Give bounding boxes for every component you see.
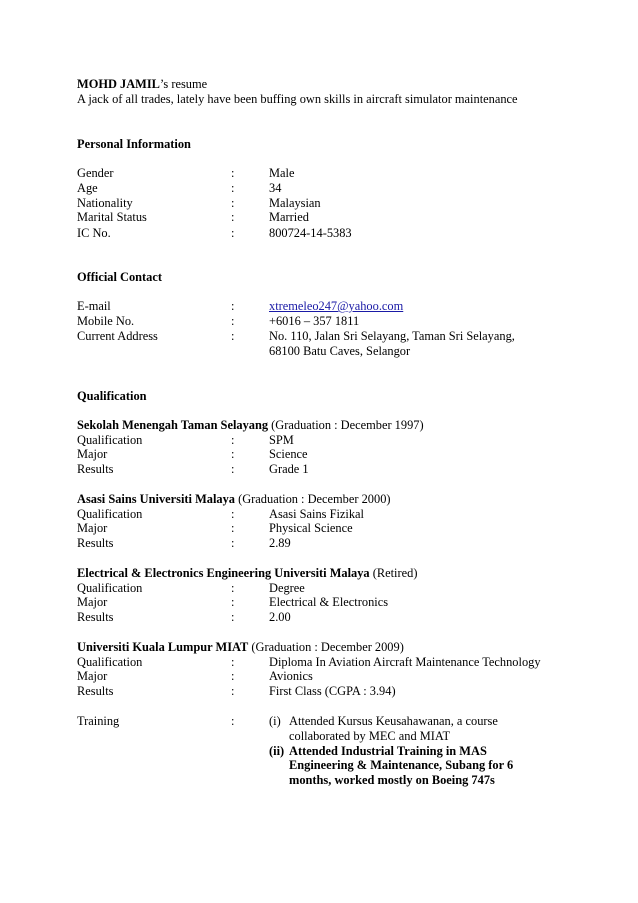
contact-row-mobile xyxy=(77,314,597,329)
contact-row-email xyxy=(77,299,597,314)
school-name: Sekolah Menengah Taman Selayang xyxy=(77,418,269,432)
school-heading xyxy=(77,566,417,581)
field-value: Malaysian xyxy=(269,196,321,210)
resume-tagline: A jack of all trades, lately have been buffing own skills in aircraft simulator maintenance xyxy=(77,92,518,106)
colon-separator: : xyxy=(231,507,235,521)
results-row xyxy=(77,684,597,699)
training-item-number: (ii) xyxy=(269,744,285,758)
field-value: Degree xyxy=(269,581,305,595)
school-name: Electrical & Electronics Engineering Universiti Malaya xyxy=(77,566,370,580)
resume-title xyxy=(77,77,207,92)
colon-separator: : xyxy=(231,684,235,698)
results-row xyxy=(77,610,597,625)
contact-heading: Official Contact xyxy=(77,270,162,284)
training-item-text: Attended Industrial Training in MAS xyxy=(289,744,487,758)
training-item-text: Attended Kursus Keusahawanan, a course xyxy=(289,714,498,728)
colon-separator: : xyxy=(231,447,235,461)
field-value: SPM xyxy=(269,433,294,447)
field-value: Married xyxy=(269,210,309,224)
field-label: Gender xyxy=(77,166,114,180)
colon-separator: : xyxy=(231,314,235,328)
school-name: Asasi Sains Universiti Malaya xyxy=(77,492,235,506)
colon-separator: : xyxy=(231,196,235,210)
field-value: +6016 – 357 1811 xyxy=(269,314,360,328)
colon-separator: : xyxy=(231,595,235,609)
field-label: Results xyxy=(77,536,114,550)
training-item xyxy=(269,714,569,729)
field-value: No. 110, Jalan Sri Selayang, Taman Sri Selayang, xyxy=(269,329,515,343)
qualification-row xyxy=(77,507,597,522)
colon-separator: : xyxy=(231,329,235,343)
field-label: Major xyxy=(77,521,108,535)
field-value: Science xyxy=(269,447,308,461)
school-note: (Graduation : December 2009) xyxy=(248,640,404,654)
field-label: E-mail xyxy=(77,299,111,313)
colon-separator: : xyxy=(231,581,235,595)
results-row xyxy=(77,536,597,551)
colon-separator: : xyxy=(231,433,235,447)
school-note: (Graduation : December 1997) xyxy=(268,418,424,432)
personal-row-nationality xyxy=(77,196,597,211)
school-heading xyxy=(77,492,391,507)
field-label: Mobile No. xyxy=(77,314,135,328)
field-label: Major xyxy=(77,595,108,609)
personal-row-ic-no xyxy=(77,226,597,241)
field-value: Electrical & Electronics xyxy=(269,595,389,609)
colon-separator: : xyxy=(231,210,235,224)
field-label: Marital Status xyxy=(77,210,147,224)
colon-separator: : xyxy=(231,521,235,535)
colon-separator: : xyxy=(231,610,235,624)
field-label: Age xyxy=(77,181,98,195)
field-value: Physical Science xyxy=(269,521,353,535)
field-value: 34 xyxy=(269,181,282,195)
field-value: 2.89 xyxy=(269,536,291,550)
colon-separator: : xyxy=(231,166,235,180)
colon-separator: : xyxy=(231,462,235,476)
field-label: Results xyxy=(77,462,114,476)
qualification-row xyxy=(77,581,597,596)
field-label: IC No. xyxy=(77,226,111,240)
colon-separator: : xyxy=(231,226,235,240)
personal-row-gender xyxy=(77,166,597,181)
field-label: Nationality xyxy=(77,196,133,210)
field-value: Avionics xyxy=(269,669,313,683)
colon-separator: : xyxy=(231,714,235,728)
colon-separator: : xyxy=(231,299,235,313)
field-label: Major xyxy=(77,669,108,683)
school-note: (Retired) xyxy=(369,566,418,580)
qualification-row xyxy=(77,655,597,670)
training-item xyxy=(269,744,569,759)
major-row xyxy=(77,669,597,684)
field-label: Current Address xyxy=(77,329,158,343)
school-heading xyxy=(77,418,424,433)
results-row xyxy=(77,462,597,477)
contact-row-address xyxy=(77,329,597,344)
field-label: Results xyxy=(77,610,114,624)
field-label: Qualification xyxy=(77,581,143,595)
training-item-text: Engineering & Maintenance, Subang for 6 xyxy=(289,758,514,772)
resume-title-suffix: ’s resume xyxy=(159,77,208,91)
field-label: Qualification xyxy=(77,433,143,447)
major-row xyxy=(77,447,597,462)
field-value: Asasi Sains Fizikal xyxy=(269,507,364,521)
field-value: Male xyxy=(269,166,295,180)
field-value: 2.00 xyxy=(269,610,291,624)
major-row xyxy=(77,521,597,536)
field-value: Diploma In Aviation Aircraft Maintenance Technology xyxy=(269,655,541,669)
field-value: 800724-14-5383 xyxy=(269,226,352,240)
field-label: Qualification xyxy=(77,655,143,669)
training-item-text: collaborated by MEC and MIAT xyxy=(289,729,451,743)
personal-info-heading: Personal Information xyxy=(77,137,191,151)
field-value: Grade 1 xyxy=(269,462,309,476)
colon-separator: : xyxy=(231,536,235,550)
school-name: Universiti Kuala Lumpur MIAT xyxy=(77,640,249,654)
school-note: (Graduation : December 2000) xyxy=(235,492,391,506)
training-item-text: months, worked mostly on Boeing 747s xyxy=(289,773,495,787)
field-label: Training xyxy=(77,714,120,728)
qualification-row xyxy=(77,433,597,448)
field-value: First Class (CGPA : 3.94) xyxy=(269,684,396,698)
applicant-name: MOHD JAMIL xyxy=(77,77,160,91)
major-row xyxy=(77,595,597,610)
personal-row-age xyxy=(77,181,597,196)
qualification-heading: Qualification xyxy=(77,389,147,403)
field-label: Qualification xyxy=(77,507,143,521)
training-item-number: (i) xyxy=(269,714,281,728)
email-link[interactable]: xtremeleo247@yahoo.com xyxy=(269,299,404,313)
address-line-2: 68100 Batu Caves, Selangor xyxy=(269,344,411,358)
field-label: Major xyxy=(77,447,108,461)
colon-separator: : xyxy=(231,181,235,195)
colon-separator: : xyxy=(231,655,235,669)
field-label: Results xyxy=(77,684,114,698)
personal-row-marital-status xyxy=(77,210,597,225)
colon-separator: : xyxy=(231,669,235,683)
school-heading xyxy=(77,640,404,655)
